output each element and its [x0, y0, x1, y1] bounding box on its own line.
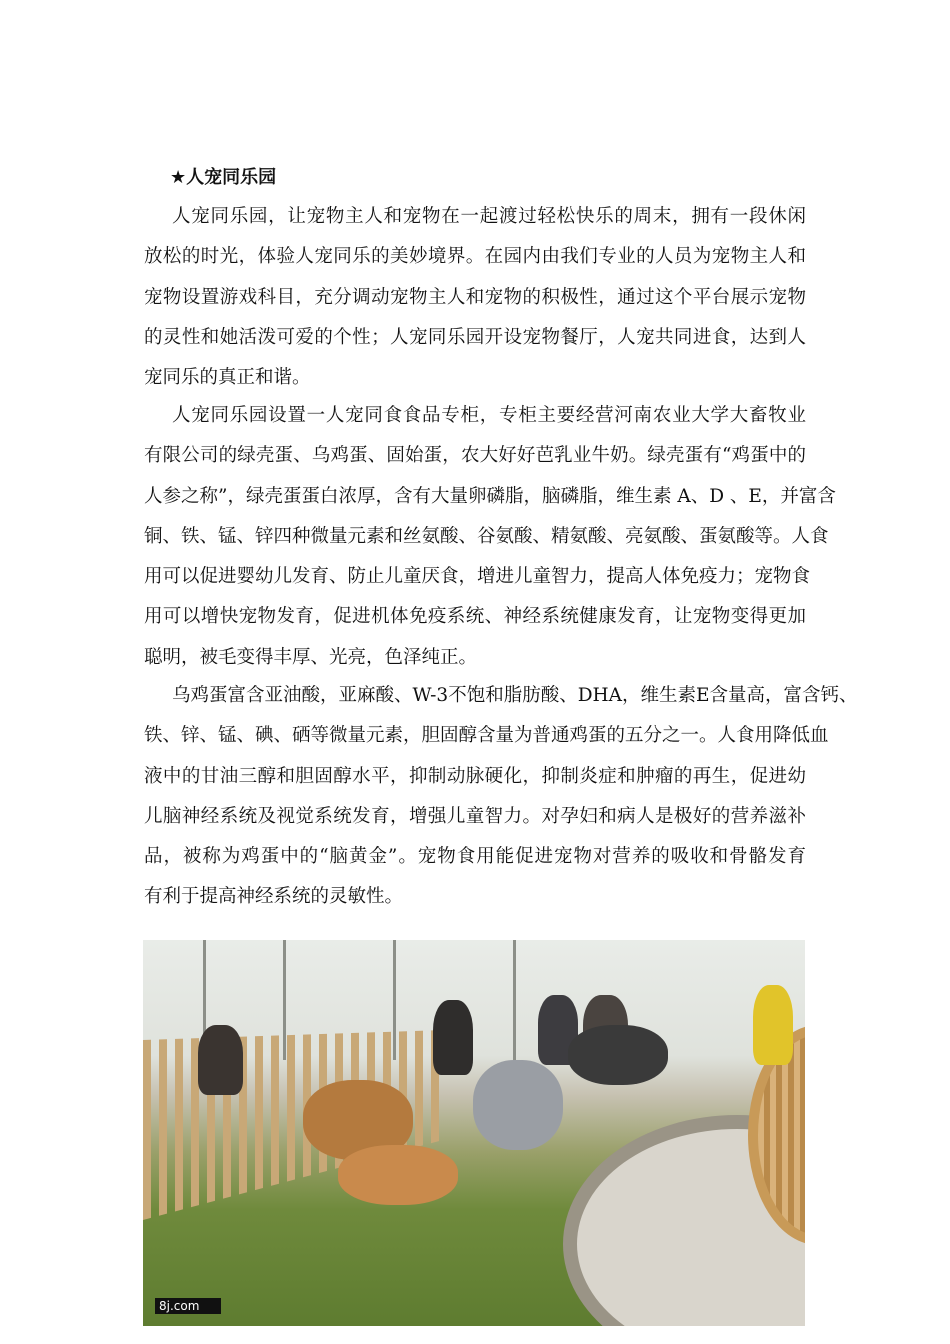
- person: [753, 985, 793, 1065]
- text-line: 铜、铁、锰、锌四种微量元素和丝氨酸、谷氨酸、精氨酸、亮氨酸、蛋氨酸等。人食: [144, 525, 829, 547]
- text-line: 的灵性和她活泼可爱的个性；人宠同乐园开设宠物餐厅，人宠共同进食，达到人: [144, 326, 806, 348]
- section-title: ★人宠同乐园: [170, 167, 277, 188]
- text-line: 人宠同乐园设置一人宠同食食品专柜，专柜主要经营河南农业大学大畜牧业: [172, 405, 806, 426]
- text-line: 液中的甘油三醇和胆固醇水平，抑制动脉硬化，抑制炎症和肿瘤的再生，促进幼: [144, 765, 806, 787]
- paragraph-black-chicken-egg: [144, 676, 858, 918]
- text-line: 人参之称”，绿壳蛋蛋白浓厚，含有大量卵磷脂，脑磷脂，维生素 A、D 、E，并富含: [144, 485, 836, 507]
- person: [433, 1000, 473, 1075]
- person: [198, 1025, 243, 1095]
- text-line: 放松的时光，体验人宠同乐的美妙境界。在园内由我们专业的人员为宠物主人和: [144, 246, 806, 268]
- text-line: 品，被称为鸡蛋中的“脑黄金”。宠物食用能促进宠物对营养的吸收和骨骼发育: [144, 846, 806, 868]
- text-line: 铁、锌、锰、碘、硒等微量元素，胆固醇含量为普通鸡蛋的五分之一。人食用降低血: [144, 725, 829, 747]
- text-line: 宠物设置游戏科目，充分调动宠物主人和宠物的积极性，通过这个平台展示宠物: [144, 286, 806, 308]
- husky: [568, 1025, 668, 1085]
- watermark: 8j.com: [155, 1298, 221, 1314]
- text-line: 人宠同乐园，让宠物主人和宠物在一起渡过轻松快乐的周末，拥有一段休闲: [172, 206, 806, 227]
- text-line: 有利于提高神经系统的灵敏性。: [144, 886, 404, 908]
- text-line: 用可以促进婴幼儿发育、防止儿童厌食，增进儿童智力，提高人体免疫力；宠物食: [144, 566, 811, 588]
- paragraph-food-counter: [144, 396, 836, 678]
- paragraph-intro: [144, 197, 806, 398]
- text-line: 有限公司的绿壳蛋、乌鸡蛋、固始蛋，农大好好芭乳业牛奶。绿壳蛋有“鸡蛋中的: [144, 445, 806, 467]
- corgi: [338, 1145, 458, 1205]
- text-line: 儿脑神经系统及视觉系统发育，增强儿童智力。对孕妇和病人是极好的营养滋补: [144, 805, 806, 827]
- pet-park-photo: [143, 940, 805, 1326]
- text-line: 聪明，被毛变得丰厚、光亮，色泽纯正。: [144, 646, 478, 668]
- text-line: 用可以增快宠物发育，促进机体免疫系统、神经系统健康发育，让宠物变得更加: [144, 606, 806, 628]
- husky: [473, 1060, 563, 1150]
- text-line: 宠同乐的真正和谐。: [144, 367, 311, 389]
- text-line: 乌鸡蛋富含亚油酸，亚麻酸、W-3不饱和脂肪酸、DHA，维生素E含量高，富含钙、: [172, 685, 858, 706]
